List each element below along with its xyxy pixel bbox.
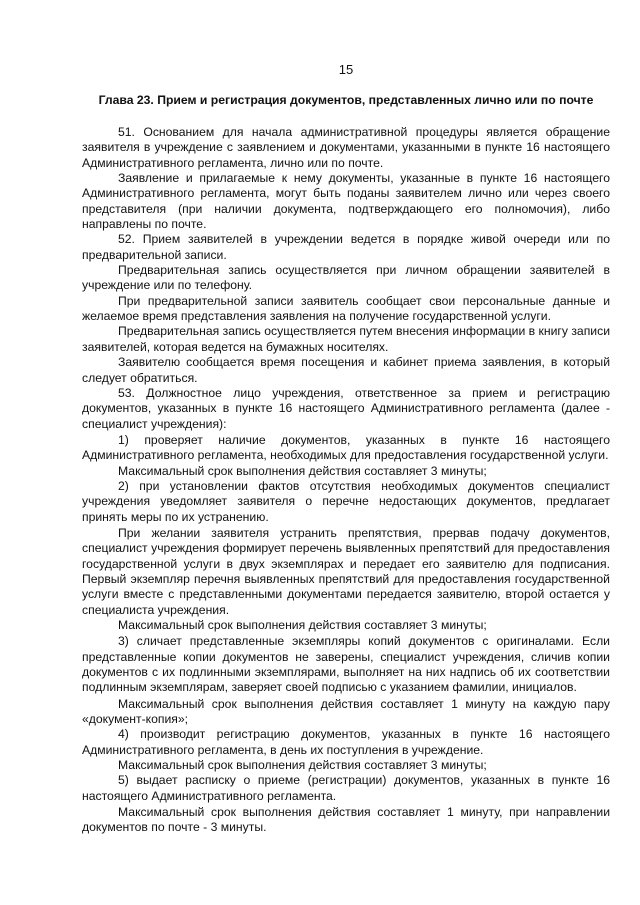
paragraph: 52. Прием заявителей в учреждении ведется в порядке живой очереди или по предварительной записи. — [82, 232, 610, 262]
paragraph: Максимальный срок выполнения действия составляет 3 минуты; — [118, 758, 487, 773]
paragraph: 53. Должностное лицо учреждения, ответственное за прием и регистрацию документов, указанных в пункте 16 настоящего Административного регламента (далее - специалист учреждения): — [82, 385, 610, 431]
document-body — [82, 125, 610, 836]
paragraph: При предварительной записи заявитель сообщает свои персональные данные и желаемое время представления заявления на получение государственной услуги. — [82, 293, 610, 324]
paragraph: 4) производит регистрацию документов, указанных в пункте 16 настоящего Административного регламента, в день их поступления в учреждение. — [82, 727, 610, 757]
paragraph: Максимальный срок выполнения действия составляет 1 минуту на каждую пару «документ-копия»; — [82, 696, 610, 727]
chapter-title: Глава 23. Прием и регистрация документов, представленных лично или по почте — [98, 93, 594, 107]
paragraph: 1) проверяет наличие документов, указанных в пункте 16 настоящего Административного регламента, необходимых для предоставления государственной услуги. — [82, 432, 610, 463]
paragraph: Максимальный срок выполнения действия составляет 3 минуты; — [118, 618, 487, 632]
paragraph: 5) выдает расписку о приеме (регистрации) документов, указанных в пункте 16 настоящего Административного регламента. — [82, 773, 610, 803]
paragraph: Максимальный срок выполнения действия составляет 1 минуту, при направлении документов по почте - 3 минуты. — [82, 805, 610, 835]
paragraph: Заявление и прилагаемые к нему документы, указанные в пункте 16 настоящего Административного регламента, могут быть поданы заявителем лично или через своего представителя (при наличии документа, подтверждающего его полномочия), либо направлены по почте. — [82, 171, 610, 232]
paragraph: При желании заявителя устранить препятствия, прервав подачу документов, специалист учреждения формирует перечень выявленных препятствий для предоставления государственной услуги в двух экземплярах и передает его заявителю для подписания. Первый экземпляр перечня выявленных препятствий для предоставления государственной услуги вместе с представленными документами передается заявителю, второй остается у специалиста учреждения. — [82, 525, 610, 617]
paragraph: 51. Основанием для начала административной процедуры является обращение заявителя в учреждение с заявлением и документами, указанными в пункте 16 настоящего Административного регламента, лично или по почте. — [82, 125, 610, 170]
paragraph: Предварительная запись осуществляется при личном обращении заявителей в учреждение или по телефону. — [82, 263, 610, 293]
paragraph: Предварительная запись осуществляется путем внесения информации в книгу записи заявителей, которая ведется на бумажных носителях. — [82, 324, 611, 354]
paragraph: 3) сличает представленные экземпляры копий документов с оригиналами. Если представленные копии документов не заверены, специалист учреждения, сличив копии документов с их подлинными экземплярами, выполняет на них надпись об их соответствии подлинным экземплярам, заверяет своей подписью с указанием фамилии, инициалов. — [82, 634, 610, 695]
paragraph: Максимальный срок выполнения действия составляет 3 минуты; — [118, 463, 487, 478]
paragraph: Заявителю сообщается время посещения и кабинет приема заявления, в который следует обратиться. — [82, 355, 610, 385]
paragraph: 2) при установлении фактов отсутствия необходимых документов специалист учреждения уведомляет заявителя о перечне недостающих документов, предлагает принять меры по их устранению. — [82, 478, 610, 524]
page-number: 15 — [338, 62, 354, 77]
